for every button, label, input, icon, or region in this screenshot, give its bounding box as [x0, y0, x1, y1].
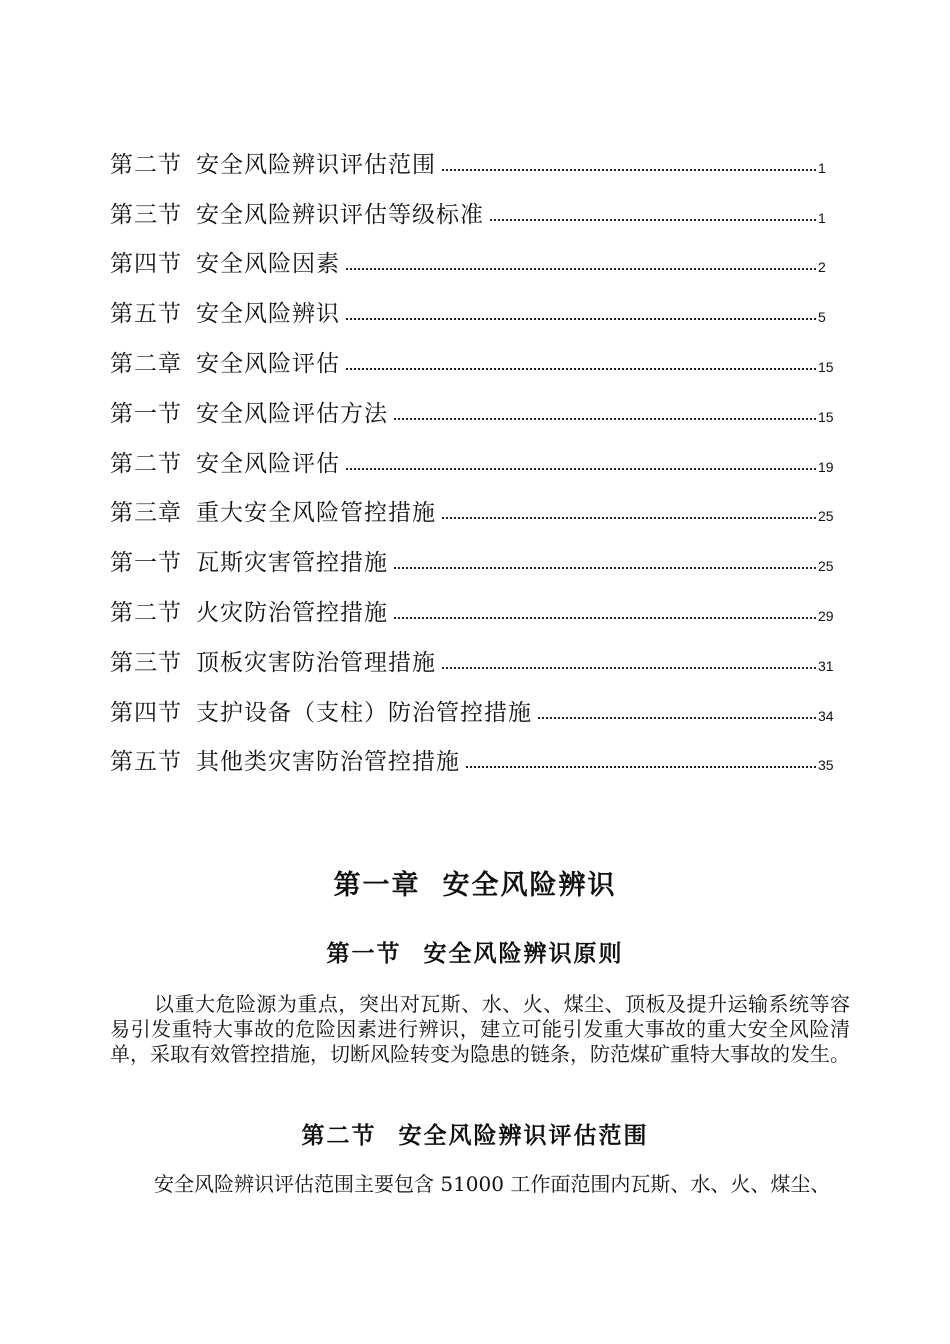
- toc-entry-number: 第二节: [110, 450, 182, 477]
- toc-entry[interactable]: [110, 429, 840, 479]
- toc-dot-leader: [466, 765, 816, 768]
- body-paragraph: 安全风险辨识评估范围主要包含 51000 工作面范围内瓦斯、水、火、煤尘、: [154, 1172, 831, 1196]
- toc-entry-title: 瓦斯灾害管控措施: [196, 550, 388, 577]
- chapter-title: 安全风险辨识: [442, 870, 617, 901]
- toc-entry-title: 其他类灾害防治管控措施: [196, 749, 460, 776]
- toc-entry-title: 安全风险评估: [196, 450, 340, 477]
- toc-entry[interactable]: [110, 279, 840, 329]
- toc-entry-title: 安全风险评估: [196, 350, 340, 377]
- toc-entry[interactable]: [110, 379, 840, 429]
- body-paragraph: 以重大危险源为重点，突出对瓦斯、水、火、煤尘、顶板及提升运输系统等容易引发重特大事故的危险因素进行辨识，建立可能引发重大事故的重大安全风险清单，采取有效管控措施，切断风险转变为隐患的链条，防范煤矿重特大事故的发生。: [110, 992, 850, 1066]
- toc-entry-page: 5: [818, 309, 826, 326]
- toc-entry-number: 第三节: [110, 201, 182, 228]
- section-number: 第一节: [326, 940, 402, 967]
- toc-dot-leader: [346, 317, 816, 320]
- toc-entry-title: 安全风险因素: [196, 251, 340, 278]
- toc-dot-leader: [394, 417, 816, 420]
- toc-entry-page: 25: [818, 558, 834, 575]
- toc-entry-page: 35: [818, 757, 834, 774]
- toc-entry-page: 25: [818, 508, 834, 525]
- toc-dot-leader: [394, 616, 816, 619]
- toc-dot-leader: [346, 267, 816, 270]
- toc-entry-number: 第三章: [110, 500, 182, 527]
- toc-dot-leader: [346, 467, 816, 470]
- section-title: 安全风险辨识原则: [423, 940, 624, 967]
- toc-entry[interactable]: [110, 130, 840, 180]
- toc-entry-page: 31: [818, 657, 834, 674]
- section-title: 安全风险辨识评估范围: [398, 1122, 649, 1149]
- toc-entry[interactable]: [110, 528, 840, 578]
- table-of-contents: [110, 130, 840, 777]
- toc-entry-title: 火灾防治管控措施: [196, 599, 388, 626]
- toc-entry-number: 第三节: [110, 649, 182, 676]
- toc-entry[interactable]: [110, 728, 840, 778]
- toc-dot-leader: [490, 218, 816, 221]
- toc-entry-title: 安全风险辨识评估范围: [196, 151, 436, 178]
- toc-dot-leader: [442, 666, 816, 669]
- toc-entry-page: 15: [818, 358, 834, 375]
- toc-entry[interactable]: [110, 678, 840, 728]
- toc-entry-page: 2: [818, 259, 826, 276]
- toc-dot-leader: [394, 566, 816, 569]
- toc-entry-number: 第二节: [110, 151, 182, 178]
- toc-entry-title: 安全风险评估方法: [196, 400, 388, 427]
- toc-entry-number: 第一节: [110, 400, 182, 427]
- toc-entry-page: 1: [818, 159, 826, 176]
- toc-entry[interactable]: [110, 578, 840, 628]
- toc-entry-title: 顶板灾害防治管理措施: [196, 649, 436, 676]
- toc-entry[interactable]: [110, 180, 840, 230]
- toc-entry-page: 1: [818, 209, 826, 226]
- section-heading: [0, 937, 950, 971]
- toc-entry-number: 第五节: [110, 749, 182, 776]
- toc-entry-number: 第二章: [110, 350, 182, 377]
- toc-entry-page: 34: [818, 707, 834, 724]
- section-number: 第二节: [301, 1122, 377, 1149]
- toc-entry-number: 第四节: [110, 251, 182, 278]
- toc-entry-number: 第五节: [110, 301, 182, 328]
- toc-entry-title: 安全风险辨识评估等级标准: [196, 201, 484, 228]
- toc-entry[interactable]: [110, 329, 840, 379]
- toc-dot-leader: [346, 367, 816, 370]
- toc-entry-page: 15: [818, 408, 834, 425]
- toc-entry-number: 第四节: [110, 699, 182, 726]
- toc-entry-number: 第一节: [110, 550, 182, 577]
- toc-entry-title: 支护设备（支柱）防治管控措施: [196, 699, 532, 726]
- chapter-heading: [0, 866, 950, 906]
- toc-entry[interactable]: [110, 230, 840, 280]
- chapter-number: 第一章: [333, 870, 421, 901]
- toc-entry-title: 重大安全风险管控措施: [196, 500, 436, 527]
- toc-entry-page: 29: [818, 607, 834, 624]
- toc-dot-leader: [442, 516, 816, 519]
- toc-entry[interactable]: [110, 628, 840, 678]
- toc-dot-leader: [538, 716, 816, 719]
- toc-entry-page: 19: [818, 458, 834, 475]
- toc-entry[interactable]: [110, 479, 840, 529]
- toc-entry-title: 安全风险辨识: [196, 301, 340, 328]
- toc-dot-leader: [442, 168, 816, 171]
- section-heading: [0, 1119, 950, 1153]
- toc-entry-number: 第二节: [110, 599, 182, 626]
